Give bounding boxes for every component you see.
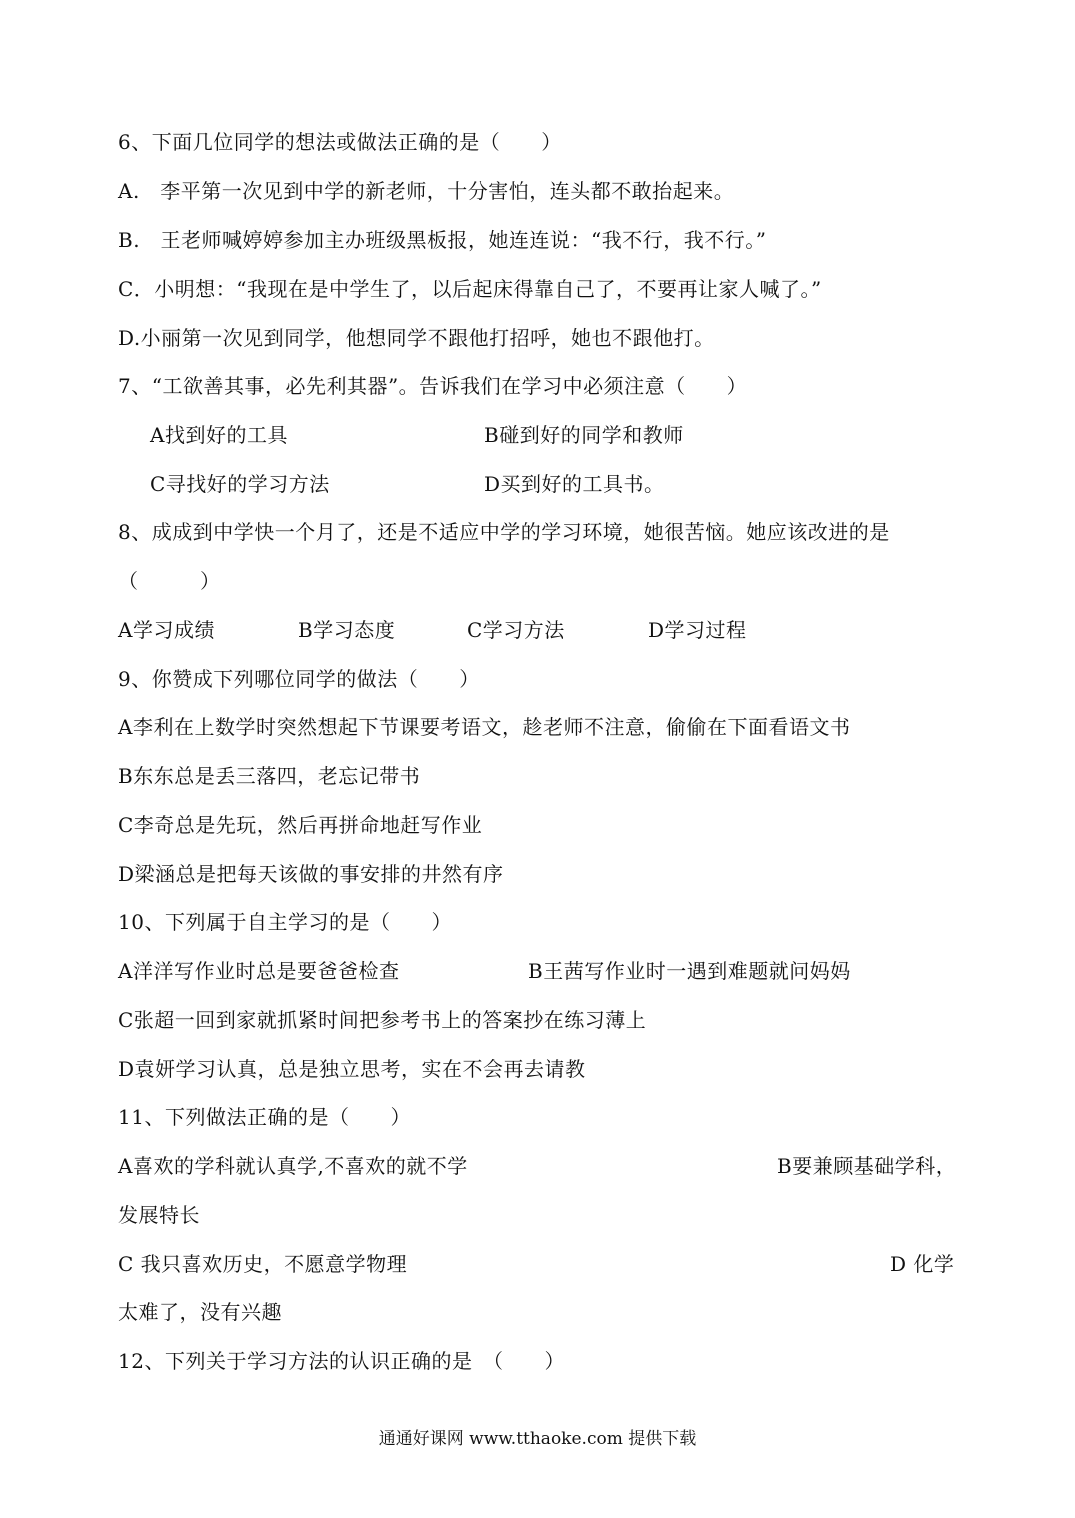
q7-stem: 7、“工欲善其事，必先利其器”。告诉我们在学习中必须注意（ ）	[118, 374, 748, 398]
q8-option-a: A学习成绩	[118, 618, 215, 642]
q7-option-a: A找到好的工具	[150, 423, 288, 447]
q7-option-c: C寻找好的学习方法	[150, 472, 330, 496]
q6-stem: 6、下面几位同学的想法或做法正确的是（ ）	[118, 130, 562, 154]
q8-option-c: C学习方法	[467, 618, 565, 642]
q11-option-b-part1: B要兼顾基础学科，	[777, 1154, 957, 1178]
q11-stem: 11、下列做法正确的是（ ）	[118, 1105, 411, 1129]
q8-answer-paren: （ ）	[118, 569, 221, 593]
q8-option-d: D学习过程	[648, 618, 747, 642]
q10-option-d: D袁妍学习认真，总是独立思考，实在不会再去请教	[118, 1057, 586, 1081]
page-footer: 通通好课网 www.tthaoke.com 提供下载	[378, 1429, 697, 1449]
q10-option-c: C张超一回到家就抓紧时间把参考书上的答案抄在练习薄上	[118, 1008, 647, 1032]
q11-option-a: A喜欢的学科就认真学,不喜欢的就不学	[118, 1154, 468, 1178]
q11-option-c: C 我只喜欢历史，不愿意学物理	[118, 1252, 408, 1276]
q6-option-c: C．小明想：“我现在是中学生了，以后起床得靠自己了，不要再让家人喊了。”	[118, 277, 822, 301]
q7-option-b: B碰到好的同学和教师	[484, 423, 684, 447]
q6-option-d: D.小丽第一次见到同学，他想同学不跟他打招呼，她也不跟他打。	[118, 326, 715, 350]
q6-option-a: A. 李平第一次见到中学的新老师，十分害怕，连头都不敢抬起来。	[118, 179, 735, 203]
q10-stem: 10、下列属于自主学习的是（ ）	[118, 910, 452, 934]
q10-option-a: A洋洋写作业时总是要爸爸检查	[118, 959, 400, 983]
q12-stem: 12、下列关于学习方法的认识正确的是 （ ）	[118, 1349, 565, 1373]
q11-option-d-part1: D 化学	[890, 1252, 955, 1276]
q9-stem: 9、你赞成下列哪位同学的做法（ ）	[118, 667, 480, 691]
q9-option-a: A李利在上数学时突然想起下节课要考语文，趁老师不注意，偷偷在下面看语文书	[118, 715, 851, 739]
q11-option-b-part2: 发展特长	[118, 1203, 200, 1227]
q9-option-b: B东东总是丢三落四，老忘记带书	[118, 764, 421, 788]
q8-option-b: B学习态度	[298, 618, 396, 642]
q10-option-b: B王茜写作业时一遇到难题就问妈妈	[528, 959, 851, 983]
q6-option-b: B. 王老师喊婷婷参加主办班级黑板报，她连连说：“我不行，我不行。”	[118, 228, 767, 252]
q8-stem: 8、成成到中学快一个月了，还是不适应中学的学习环境，她很苦恼。她应该改进的是	[118, 520, 890, 544]
q9-option-d: D梁涵总是把每天该做的事安排的井然有序	[118, 862, 504, 886]
q7-option-d: D买到好的工具书。	[484, 472, 665, 496]
q11-option-d-part2: 太难了，没有兴趣	[118, 1300, 282, 1324]
q9-option-c: C李奇总是先玩，然后再拼命地赶写作业	[118, 813, 483, 837]
